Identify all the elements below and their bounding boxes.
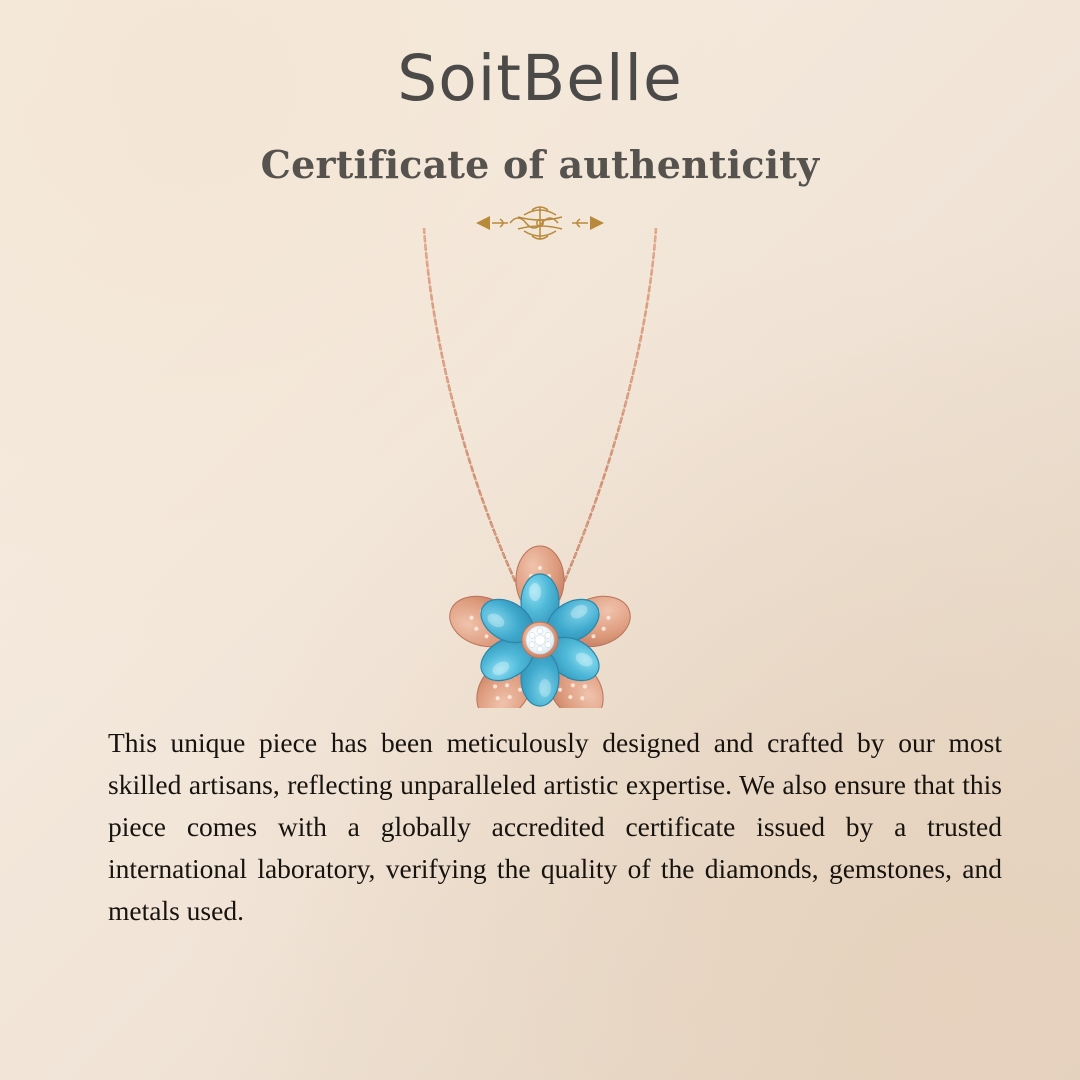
brand-wordmark bbox=[0, 42, 1080, 115]
footer-rule-icon bbox=[60, 1024, 1020, 1046]
product-image bbox=[0, 228, 1080, 708]
certificate-body-text: This unique piece has been meticulously designed and crafted by our most skilled artisans, reflecting unparalleled artistic expertise. We also ensure that this piece comes with a globally accredited certificate issued by a trusted international laboratory, verifying the quality of the diamonds, gemstones, and metals used. bbox=[108, 726, 1002, 926]
brand-wordmark-part2: Belle bbox=[522, 42, 683, 115]
brand-wordmark-part1: Soit bbox=[397, 42, 522, 115]
footer-divider bbox=[60, 1024, 1020, 1046]
turquoise-flower-pendant-icon bbox=[0, 228, 1080, 708]
page-title: Certificate of authenticity bbox=[260, 142, 820, 187]
